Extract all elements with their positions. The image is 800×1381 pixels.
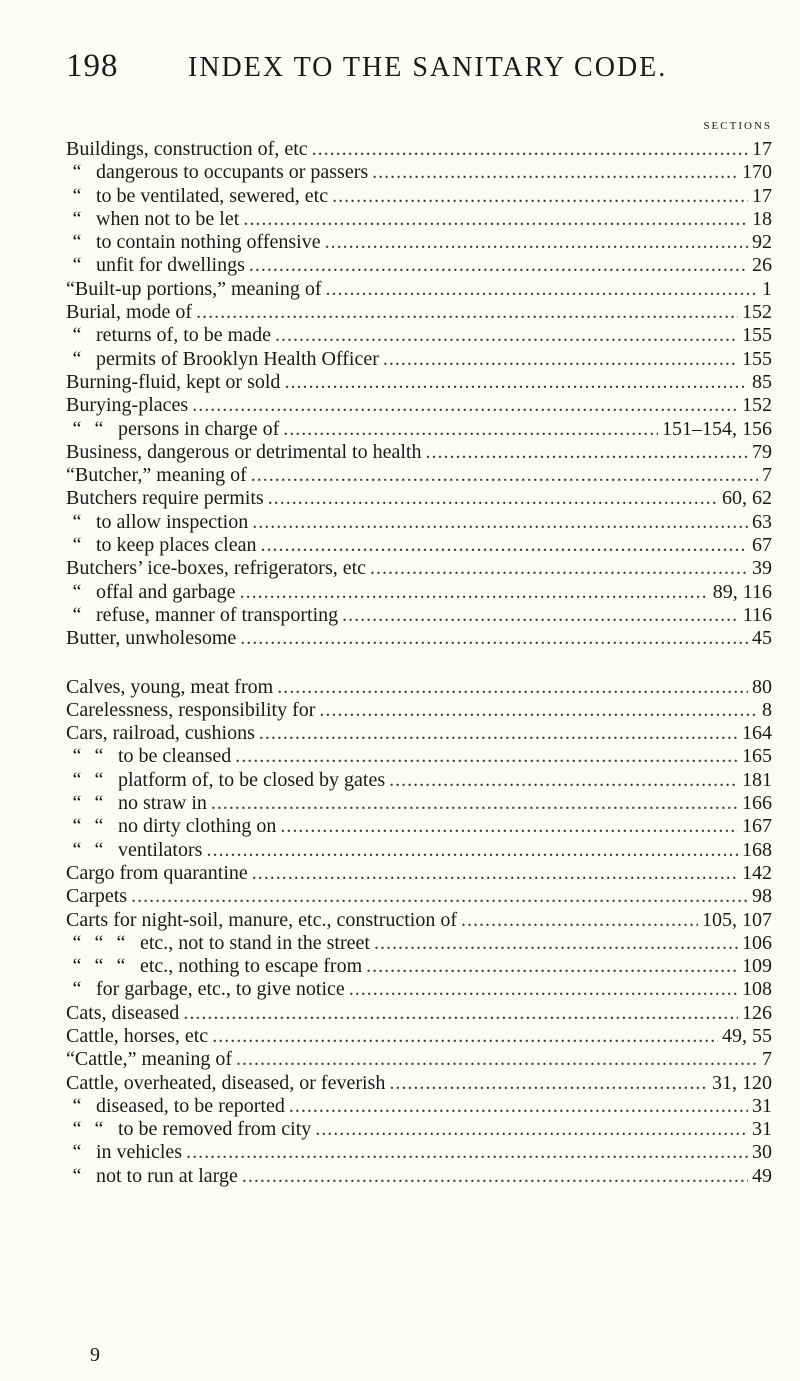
- entry-label: Carelessness, responsibility for: [66, 698, 316, 721]
- page-header: [66, 48, 786, 94]
- section-reference: 109: [742, 955, 772, 978]
- section-reference: 60, 62: [722, 487, 772, 510]
- ditto-mark: “: [72, 955, 82, 978]
- ditto-mark: “: [116, 931, 126, 954]
- index-entry: [66, 138, 772, 161]
- index-entry: [66, 745, 772, 768]
- section-reference: 85: [752, 370, 772, 393]
- entry-label: returns of, to be made: [96, 324, 271, 347]
- index-entry: [66, 862, 772, 885]
- section-reference: 181: [742, 768, 772, 791]
- dot-leader: [280, 815, 738, 838]
- index-entry: [66, 1048, 772, 1071]
- index-entry: [66, 487, 772, 510]
- index-entry: [66, 581, 772, 604]
- sections-column-label: SECTIONS: [703, 120, 772, 132]
- dot-leader: [332, 185, 748, 208]
- entry-label: Cattle, overheated, diseased, or feverish: [66, 1071, 386, 1094]
- dot-leader: [192, 394, 738, 417]
- section-reference: 1: [762, 277, 772, 300]
- dot-leader: [249, 254, 748, 277]
- index-entry: [66, 1002, 772, 1025]
- section-reference: 164: [742, 722, 772, 745]
- dot-leader: [326, 278, 758, 301]
- index-entry: [66, 885, 772, 908]
- section-reference: 116: [742, 603, 772, 626]
- ditto-mark: “: [72, 815, 82, 838]
- section-reference: 89, 116: [712, 580, 772, 603]
- section-reference: 79: [752, 440, 772, 463]
- ditto-mark: “: [72, 931, 82, 954]
- entry-label: Cats, diseased: [66, 1001, 180, 1024]
- index-entry: [66, 161, 772, 184]
- entry-label: offal and garbage: [96, 580, 236, 603]
- section-reference: 30: [752, 1141, 772, 1164]
- entry-label: persons in charge of: [118, 417, 280, 440]
- entry-label: Carpets: [66, 885, 128, 908]
- index-entry: [66, 511, 772, 534]
- index-entry: [66, 534, 772, 557]
- dot-leader: [315, 1118, 748, 1141]
- section-reference: 31: [752, 1118, 772, 1141]
- ditto-mark: “: [94, 931, 104, 954]
- entry-label: refuse, manner of transporting: [96, 603, 339, 626]
- index-entry: [66, 208, 772, 231]
- entry-label: to be removed from city: [118, 1118, 312, 1141]
- entry-label: Cargo from quarantine: [66, 861, 248, 884]
- section-reference: 168: [742, 838, 772, 861]
- entry-label: diseased, to be reported: [96, 1094, 285, 1117]
- dot-leader: [275, 324, 738, 347]
- dot-leader: [260, 534, 748, 557]
- dot-leader: [259, 722, 738, 745]
- index-entry: [66, 301, 772, 324]
- section-reference: 155: [742, 347, 772, 370]
- entry-label: Butter, unwholesome: [66, 627, 237, 650]
- index-entry: [66, 932, 772, 955]
- entry-label: Burying-places: [66, 394, 189, 417]
- ditto-mark: “: [72, 161, 82, 184]
- ditto-mark: “: [72, 231, 82, 254]
- section-reference: 17: [752, 138, 772, 160]
- section-reference: 67: [752, 534, 772, 557]
- entry-label: to keep places clean: [96, 534, 257, 557]
- dot-leader: [131, 885, 748, 908]
- page-number: 198: [66, 48, 119, 84]
- entry-label: “Built-up portions,” meaning of: [66, 277, 322, 300]
- index-entry: [66, 627, 772, 650]
- index-entry: [66, 231, 772, 254]
- entry-label: no dirty clothing on: [118, 815, 277, 838]
- section-reference: 126: [742, 1001, 772, 1024]
- index-entry: [66, 1072, 772, 1095]
- entry-label: Burial, mode of: [66, 301, 193, 324]
- entry-label: etc., nothing to escape from: [140, 955, 363, 978]
- index-entry: [66, 1165, 772, 1188]
- dot-leader: [325, 231, 748, 254]
- entry-label: permits of Brooklyn Health Officer: [96, 347, 379, 370]
- section-reference: 49: [752, 1164, 772, 1187]
- dot-leader: [284, 371, 748, 394]
- section-reference: 151–154, 156: [662, 417, 772, 440]
- index-entry: [66, 324, 772, 347]
- ditto-mark: “: [72, 1141, 82, 1164]
- index-entry: [66, 604, 772, 627]
- ditto-mark: “: [72, 510, 82, 533]
- dot-leader: [236, 1048, 758, 1071]
- ditto-mark: “: [72, 580, 82, 603]
- ditto-mark: “: [116, 955, 126, 978]
- section-reference: 155: [742, 324, 772, 347]
- entry-label: Calves, young, meat from: [66, 675, 274, 698]
- dot-leader: [370, 557, 748, 580]
- dot-leader: [212, 1025, 718, 1048]
- entry-label: “Butcher,” meaning of: [66, 464, 247, 487]
- section-reference: 39: [752, 557, 772, 580]
- section-reference: 45: [752, 627, 772, 650]
- entry-label: Butchers’ ice-boxes, refrigerators, etc: [66, 557, 367, 580]
- index-entry: [66, 909, 772, 932]
- ditto-mark: “: [94, 768, 104, 791]
- dot-leader: [252, 511, 748, 534]
- index-entries: [66, 138, 772, 1188]
- dot-leader: [425, 441, 748, 464]
- ditto-mark: “: [72, 254, 82, 277]
- section-reference: 7: [762, 464, 772, 487]
- dot-leader: [252, 862, 738, 885]
- dot-leader: [268, 487, 718, 510]
- dot-leader: [289, 1095, 748, 1118]
- ditto-mark: “: [72, 978, 82, 1001]
- index-entry: [66, 185, 772, 208]
- dot-leader: [312, 138, 748, 161]
- section-reference: 106: [742, 931, 772, 954]
- entry-label: to contain nothing offensive: [96, 231, 321, 254]
- entry-label: not to run at large: [96, 1164, 238, 1187]
- index-entry: [66, 955, 772, 978]
- dot-leader: [283, 418, 658, 441]
- dot-leader: [374, 932, 738, 955]
- index-entry: [66, 792, 772, 815]
- index-entry: [66, 815, 772, 838]
- dot-leader: [240, 627, 748, 650]
- index-entry: [66, 676, 772, 699]
- section-reference: 31, 120: [712, 1071, 772, 1094]
- dot-leader: [196, 301, 738, 324]
- entry-label: when not to be let: [96, 207, 240, 230]
- dot-leader: [389, 1072, 708, 1095]
- index-entry: [66, 557, 772, 580]
- dot-leader: [206, 839, 738, 862]
- dot-leader: [319, 699, 758, 722]
- entry-label: “Cattle,” meaning of: [66, 1048, 233, 1071]
- ditto-mark: “: [72, 1118, 82, 1141]
- ditto-mark: “: [72, 184, 82, 207]
- dot-leader: [243, 208, 748, 231]
- section-reference: 31: [752, 1094, 772, 1117]
- index-entry: [66, 839, 772, 862]
- section-reference: 63: [752, 510, 772, 533]
- dot-leader: [211, 792, 738, 815]
- ditto-mark: “: [94, 745, 104, 768]
- entry-label: etc., not to stand in the street: [140, 931, 370, 954]
- running-title: INDEX TO THE SANITARY CODE.: [188, 52, 668, 83]
- entry-label: ventilators: [118, 838, 203, 861]
- ditto-mark: “: [72, 347, 82, 370]
- entry-label: Cars, railroad, cushions: [66, 722, 255, 745]
- dot-leader: [240, 581, 709, 604]
- section-reference: 26: [752, 254, 772, 277]
- dot-leader: [366, 955, 738, 978]
- index-entry: [66, 769, 772, 792]
- dot-leader: [251, 464, 758, 487]
- section-reference: 98: [752, 885, 772, 908]
- ditto-mark: “: [72, 792, 82, 815]
- entry-label: unfit for dwellings: [96, 254, 245, 277]
- ditto-mark: “: [72, 745, 82, 768]
- ditto-mark: “: [72, 768, 82, 791]
- index-entry: [66, 371, 772, 394]
- ditto-mark: “: [72, 417, 82, 440]
- ditto-mark: “: [72, 1094, 82, 1117]
- index-entry: [66, 418, 772, 441]
- entry-label: Burning-fluid, kept or sold: [66, 370, 281, 393]
- section-reference: 170: [742, 161, 772, 184]
- ditto-mark: “: [94, 792, 104, 815]
- section-reference: 80: [752, 675, 772, 698]
- entry-label: platform of, to be closed by gates: [118, 768, 386, 791]
- dot-leader: [277, 676, 748, 699]
- section-reference: 49, 55: [722, 1024, 772, 1047]
- entry-label: Carts for night-soil, manure, etc., construction of: [66, 908, 458, 931]
- index-entry: [66, 1095, 772, 1118]
- entry-label: Buildings, construction of, etc: [66, 138, 308, 160]
- entry-label: to be cleansed: [118, 745, 232, 768]
- section-reference: 108: [742, 978, 772, 1001]
- ditto-mark: “: [72, 207, 82, 230]
- ditto-mark: “: [94, 815, 104, 838]
- index-entry: [66, 278, 772, 301]
- section-reference: 142: [742, 861, 772, 884]
- index-entry: [66, 1025, 772, 1048]
- ditto-mark: “: [94, 838, 104, 861]
- entry-label: to allow inspection: [96, 510, 249, 533]
- index-entry: [66, 348, 772, 371]
- dot-leader: [461, 909, 698, 932]
- ditto-mark: “: [72, 1164, 82, 1187]
- index-entry: [66, 722, 772, 745]
- index-entry: [66, 699, 772, 722]
- entry-label: for garbage, etc., to give notice: [96, 978, 345, 1001]
- section-reference: 152: [742, 301, 772, 324]
- index-entry: [66, 441, 772, 464]
- dot-leader: [372, 161, 738, 184]
- dot-leader: [186, 1141, 748, 1164]
- ditto-mark: “: [94, 1118, 104, 1141]
- ditto-mark: “: [72, 838, 82, 861]
- index-entry: [66, 1118, 772, 1141]
- section-reference: 105, 107: [702, 908, 772, 931]
- dot-leader: [235, 745, 738, 768]
- index-entry: [66, 464, 772, 487]
- entry-label: dangerous to occupants or passers: [96, 161, 369, 184]
- entry-label: Business, dangerous or detrimental to health: [66, 440, 422, 463]
- section-reference: 167: [742, 815, 772, 838]
- section-reference: 166: [742, 792, 772, 815]
- dot-leader: [349, 978, 738, 1001]
- section-reference: 165: [742, 745, 772, 768]
- section-reference: 18: [752, 207, 772, 230]
- ditto-mark: “: [72, 324, 82, 347]
- entry-label: in vehicles: [96, 1141, 183, 1164]
- ditto-mark: “: [72, 534, 82, 557]
- index-entry: [66, 394, 772, 417]
- section-reference: 17: [752, 184, 772, 207]
- entry-label: to be ventilated, sewered, etc: [96, 184, 329, 207]
- dot-leader: [242, 1165, 748, 1188]
- entry-label: Butchers require permits: [66, 487, 264, 510]
- index-entry: [66, 978, 772, 1001]
- section-reference: 92: [752, 231, 772, 254]
- ditto-mark: “: [72, 603, 82, 626]
- entry-label: no straw in: [118, 792, 207, 815]
- dot-leader: [183, 1002, 738, 1025]
- ditto-mark: “: [94, 955, 104, 978]
- section-reference: 8: [762, 698, 772, 721]
- dot-leader: [383, 348, 738, 371]
- dot-leader: [389, 769, 738, 792]
- entry-label: Cattle, horses, etc: [66, 1024, 209, 1047]
- signature-mark: 9: [90, 1344, 100, 1366]
- index-entry: [66, 254, 772, 277]
- index-entry: [66, 1141, 772, 1164]
- section-reference: 152: [742, 394, 772, 417]
- dot-leader: [342, 604, 739, 627]
- section-reference: 7: [762, 1048, 772, 1071]
- ditto-mark: “: [94, 417, 104, 440]
